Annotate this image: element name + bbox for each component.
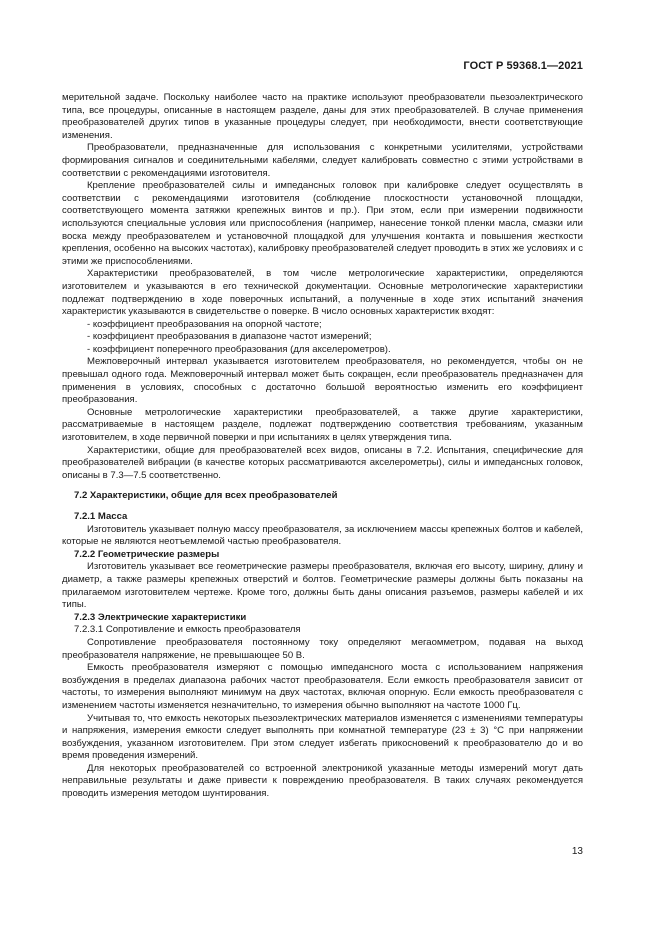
- subsection-heading: 7.2.1 Масса: [74, 511, 128, 522]
- paragraph: Изготовитель указывает все геометрические размеры преобразователя, включая его высоту, ширину, длину и диаметр, а также размеры крепежных отверстий и болтов. Геометрические размеры должны быть показаны на прилагаемом изготовителем чертеже. Кроме того, должны быть даны описания разъемов, размеры кабелей и их типы.: [62, 561, 583, 611]
- paragraph: Емкость преобразователя измеряют с помощью импедансного моста с использованием напряжения возбуждения в пределах диапазона рабочих частот преобразователя. Если емкость преобразователя зависит от частоты, то измерения выполняют минимум на двух частотах, включая опорную. Если емкость преобразователя с изменением частоты изменяется незначительно, то измерения обычно выполняют на частоте 1000 Гц.: [62, 662, 583, 711]
- subsection-heading: 7.2.3.1 Сопротивление и емкость преобразователя: [74, 624, 301, 636]
- paragraph: Изготовитель указывает полную массу преобразователя, за исключением массы крепежных болтов и кабелей, которые не являются неотъемлемой частью преобразователя.: [62, 523, 583, 548]
- document-code: ГОСТ Р 59368.1—2021: [463, 60, 583, 72]
- page-number: 13: [571, 846, 583, 857]
- document-body: [62, 92, 583, 801]
- paragraph: Характеристики преобразователей, в том числе метрологические характеристики, определяются изготовителем и указываются в его технической документации. Основные метрологические характеристики подлежат подтверждению в ходе поверочных испытаний, а полученные в ходе этих испытаний значения характеристик указываются в свидетельстве о поверке. В число основных характеристик входят:: [62, 268, 583, 318]
- subsection-heading: 7.2.3 Электрические характеристики: [74, 611, 247, 623]
- paragraph: Для некоторых преобразователей со встроенной электроникой указанные методы измерений могут дать неправильные результаты и даже привести к повреждению преобразователя. В таких случаях рекомендуется проводить измерения методом шунтирования.: [62, 762, 583, 800]
- list-item: - коэффициент преобразования в диапазоне частот измерений;: [87, 331, 372, 343]
- paragraph: Основные метрологические характеристики преобразователей, а также другие характеристики, рассматриваемые в настоящем разделе, подлежат подтверждению соответствия требованиям, указанным изготовителем, в ходе первичной поверки и при испытаниях в целях утверждения типа.: [62, 406, 583, 444]
- paragraph: Преобразователи, предназначенные для использования с конкретными усилителями, устройствами формирования сигналов и соединительными кабелями, следует калибровать совместно с этими устройствами в соответствии с рекомендациями изготовителя.: [62, 142, 583, 179]
- list-item: - коэффициент преобразования на опорной частоте;: [87, 318, 322, 330]
- paragraph: Межповерочный интервал указывается изготовителем преобразователя, но рекомендуется, чтобы он не превышал одного года. Межповерочный интервал может быть сокращен, если преобразователь предназначен для применения в условиях, способных с достаточно большой вероятностью изменить его коэффициент преобразования.: [62, 356, 583, 406]
- subsection-heading: 7.2.2 Геометрические размеры: [74, 548, 220, 560]
- paragraph: Характеристики, общие для преобразователей всех видов, описаны в 7.2. Испытания, специфические для преобразователей вибрации (в качестве которых рассматриваются акселерометры), силы и импедансных головок, описаны в 7.3—7.5 соответственно.: [62, 444, 583, 481]
- paragraph: мерительной задаче. Поскольку наиболее часто на практике используют преобразователи пьезоэлектрического типа, все процедуры, описанные в настоящем разделе, даны для этих преобразователей. В случае применения преобразователей других типов в указанные процедуры следует, при необходимости, внести соответствующие изменения.: [62, 92, 583, 141]
- paragraph: Учитывая то, что емкость некоторых пьезоэлектрических материалов изменяется с изменениями температуры и напряжения, измерения емкости следует выполнять при комнатной температуре (23 ± 3) °С при напряжении возбуждения, указанном изготовителем. При этом следует избегать прикосновений к преобразователю до и во время проведения измерений.: [62, 712, 583, 762]
- paragraph: Крепление преобразователей силы и импедансных головок при калибровке следует осуществлять в соответствии с рекомендациями изготовителя (соблюдение плоскостности установочной площадки, соответствующего момента затяжки крепежных винтов и пр.). При этом, если при измерении подвижности используются специальные условия или приспособления (например, нанесение тонкой пленки масла, смазки или воска между преобразователем и установочной площадкой для улучшения контакта и повышения жесткости крепления, особенно на высоких частотах), калибровку преобразователей следует проводить в этих же условиях и с этими же приспособлениями.: [62, 180, 583, 267]
- paragraph: Сопротивление преобразователя постоянному току определяют мегаомметром, подавая на выход преобразователя напряжение, не превышающее 50 В.: [62, 636, 583, 661]
- list-item: - коэффициент поперечного преобразования (для акселерометров).: [87, 343, 391, 355]
- section-heading: 7.2 Характеристики, общие для всех преобразователей: [74, 490, 338, 502]
